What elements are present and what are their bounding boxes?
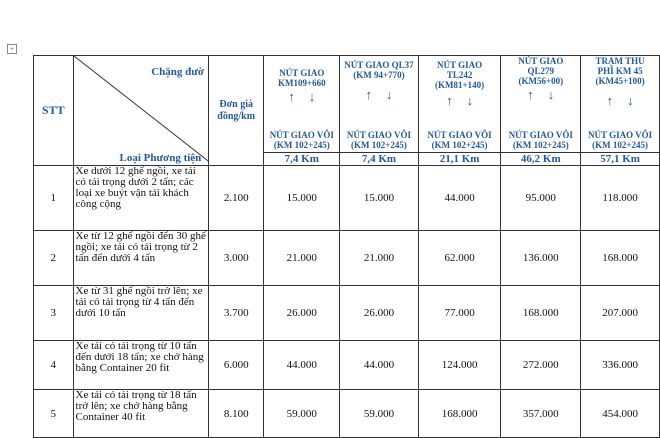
- header-stt: STT: [34, 56, 74, 166]
- row-description: Xe dưới 12 ghế ngồi, xe tải có tải trọng dưới 2 tấn; các loại xe buýt vận tải khách công cộng: [73, 166, 208, 231]
- row-description: Xe tải có tải trọng từ 18 tấn trở lên; xe chở hàng bằng Container 40 fit: [73, 390, 208, 438]
- row-stt: 3: [34, 286, 74, 341]
- distance-3: 21,1 Km: [418, 153, 501, 166]
- row-fee-3: 62.000: [418, 231, 501, 286]
- row-stt: 1: [34, 166, 74, 231]
- header-unit-price: Đơn giá đồng/km: [208, 56, 264, 166]
- distance-2: 7,4 Km: [340, 153, 419, 166]
- row-fee-4: 136.000: [501, 231, 581, 286]
- distance-4: 46,2 Km: [501, 153, 581, 166]
- row-unit-price: 3.000: [208, 231, 264, 286]
- route-header-5: [581, 56, 660, 153]
- row-fee-4: 168.000: [501, 286, 581, 341]
- route-5-top: TRẠM THU PHÍ KM 45 (KM45+100): [595, 56, 645, 86]
- route-5-arrows-icon: ↑↓: [606, 93, 648, 108]
- row-fee-5: 118.000: [581, 166, 660, 231]
- route-3-bottom: NÚT GIAO VÔI (KM 102+245): [427, 130, 492, 150]
- row-fee-3: 168.000: [418, 390, 501, 438]
- row-fee-1: 44.000: [264, 341, 340, 390]
- route-4-top: NÚT GIAO QL279 (KM56+00): [518, 56, 564, 86]
- row-stt: 5: [34, 390, 74, 438]
- table-row: [34, 286, 660, 341]
- row-unit-price: 2.100: [208, 166, 264, 231]
- row-fee-5: 168.000: [581, 231, 660, 286]
- row-description: Xe từ 31 ghế ngồi trở lên; xe tải có tải trọng từ 4 tấn đến dưới 10 tấn: [73, 286, 208, 341]
- row-fee-2: 44.000: [340, 341, 419, 390]
- row-fee-2: 26.000: [340, 286, 419, 341]
- route-1-arrows-icon: ↑↓: [288, 89, 330, 104]
- header-vehicle-type: Loại Phương tiện: [119, 152, 202, 164]
- header-route: Chặng đườ: [151, 66, 204, 78]
- row-fee-3: 77.000: [418, 286, 501, 341]
- route-header-3: [418, 56, 501, 153]
- row-description: Xe tải có tải trọng từ 10 tấn đến dưới 18 tấn; xe chở hàng bằng Container 20 fit: [73, 341, 208, 390]
- row-fee-1: 26.000: [264, 286, 340, 341]
- route-header-4: [501, 56, 581, 153]
- row-fee-5: 336.000: [581, 341, 660, 390]
- row-stt: 2: [34, 231, 74, 286]
- table-move-handle-icon[interactable]: +: [7, 44, 17, 54]
- route-2-arrows-icon: ↑↓: [365, 87, 407, 102]
- distance-1: 7,4 Km: [264, 153, 340, 166]
- route-header-2: [340, 56, 419, 153]
- row-unit-price: 3.700: [208, 286, 264, 341]
- row-fee-2: 59.000: [340, 390, 419, 438]
- table-row: [34, 166, 660, 231]
- route-3-arrows-icon: ↑↓: [446, 93, 488, 108]
- route-3-top: NÚT GIAO TL242 (KM81+140): [435, 60, 485, 90]
- row-fee-1: 15.000: [264, 166, 340, 231]
- row-unit-price: 6.000: [208, 341, 264, 390]
- header-diagonal-cell: [73, 56, 208, 166]
- row-fee-3: 44.000: [418, 166, 501, 231]
- route-header-1: [264, 56, 340, 153]
- row-fee-5: 207.000: [581, 286, 660, 341]
- row-fee-3: 124.000: [418, 341, 501, 390]
- row-fee-5: 454.000: [581, 390, 660, 438]
- row-stt: 4: [34, 341, 74, 390]
- row-fee-4: 272.000: [501, 341, 581, 390]
- row-unit-price: 8.100: [208, 390, 264, 438]
- table-row: [34, 231, 660, 286]
- row-fee-1: 21.000: [264, 231, 340, 286]
- route-4-arrows-icon: ↑↓: [527, 87, 569, 102]
- row-fee-1: 59.000: [264, 390, 340, 438]
- route-2-bottom: NÚT GIAO VÔI (KM 102+245): [346, 130, 412, 150]
- row-fee-4: 357.000: [501, 390, 581, 438]
- route-4-bottom: NÚT GIAO VÔI (KM 102+245): [508, 130, 573, 150]
- route-1-top: NÚT GIAO KM109+660: [277, 68, 326, 88]
- table-row: [34, 341, 660, 390]
- row-fee-2: 21.000: [340, 231, 419, 286]
- route-2-top: NÚT GIAO QL37 (KM 94+770): [344, 60, 414, 80]
- route-5-bottom: NÚT GIAO VÔI (KM 102+245): [587, 130, 653, 150]
- row-fee-4: 95.000: [501, 166, 581, 231]
- distance-5: 57,1 Km: [581, 153, 660, 166]
- toll-fee-table: [33, 55, 660, 438]
- route-1-bottom: NÚT GIAO VÔI (KM 102+245): [269, 130, 334, 150]
- table-row: [34, 390, 660, 438]
- row-fee-2: 15.000: [340, 166, 419, 231]
- row-description: Xe từ 12 ghế ngồi đến 30 ghế ngồi; xe tải có tải trọng từ 2 tấn đến dưới 4 tấn: [73, 231, 208, 286]
